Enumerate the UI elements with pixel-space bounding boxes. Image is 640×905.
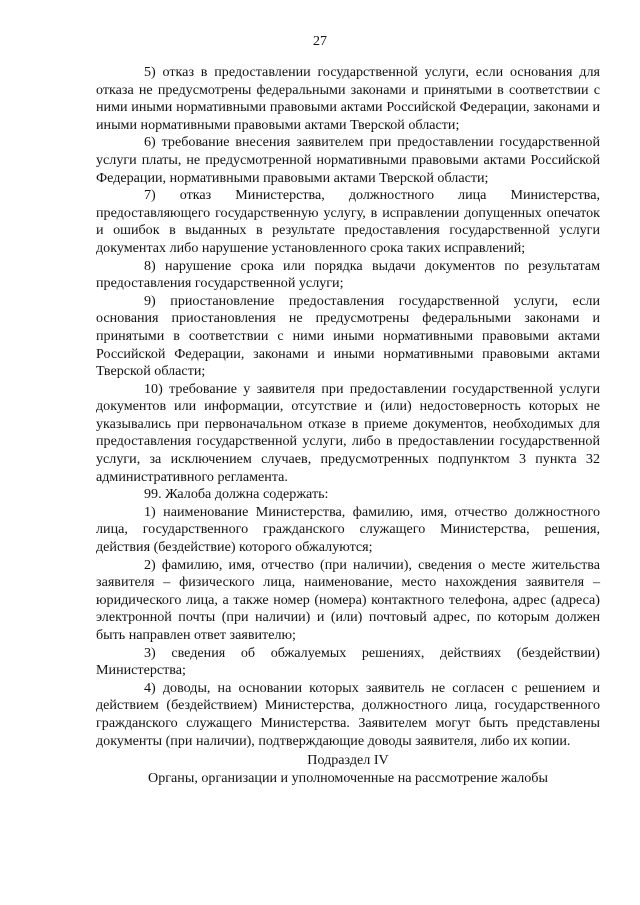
paragraph-complaint-item-2: 2) фамилию, имя, отчество (при наличии), сведения о месте жительства заявителя – физического лица, наименование, место нахождения заявителя – юридического лица, а также номер (номера) контактного телефона, адрес (адреса) электронной почты (при наличии) и (или) почтовый адрес, по которым должен быть направлен ответ заявителю; <box>96 556 600 643</box>
subsection-label: Подраздел IV <box>307 752 389 769</box>
paragraph-item-6: 6) требование внесения заявителем при предоставлении государственной услуги платы, не предусмотренной нормативными правовыми актами Российской Федерации, нормативными правовыми актами Тверской области; <box>96 134 600 186</box>
paragraph-item-7: 7) отказ Министерства, должностного лица Министерства, предоставляющего государственную услугу, в исправлении допущенных опечаток и ошибок в выданных в результате предоставления государственной услуги документах либо нарушение установленного срока таких исправлений; <box>96 187 600 256</box>
paragraph-clause-99: 99. Жалоба должна содержать: <box>144 486 329 503</box>
paragraph-complaint-item-1: 1) наименование Министерства, фамилию, имя, отчество должностного лица, государственного гражданского служащего Министерства, решения, действия (бездействие) которого обжалуются; <box>96 503 600 556</box>
page-number: 27 <box>313 34 327 49</box>
paragraph-item-5: 5) отказ в предоставлении государственной услуги, если основания для отказа не предусмотрены федеральными законами и принятыми в соответствии с ними иными нормативными правовыми актами Российской Федерации, законами и иными нормативными правовыми актами Тверской области; <box>96 64 600 133</box>
paragraph-item-9: 9) приостановление предоставления государственной услуги, если основания приостановления не предусмотрены федеральными законами и принятыми в соответствии с ними иными нормативными правовыми актами Российской Федерации, законами и иными нормативными правовыми актами Тверской области; <box>96 292 600 380</box>
paragraph-item-10: 10) требование у заявителя при предоставлении государственной услуги документов или информации, отсутствие и (или) недостоверность которых не указывались при первоначальном отказе в приеме документов, необходимых для предоставления государственной услуги, либо в предоставлении государственной услуги, за исключением случаев, предусмотренных подпунктом 3 пункта 32 административного регламента. <box>96 380 600 485</box>
page-content <box>96 64 600 787</box>
subsection-title: Органы, организации и уполномоченные на рассмотрение жалобы <box>148 769 548 786</box>
paragraph-item-8: 8) нарушение срока или порядка выдачи документов по результатам предоставления государственной услуги; <box>96 257 600 292</box>
paragraph-complaint-item-3: 3) сведения об обжалуемых решениях, действиях (бездействии) Министерства; <box>96 644 600 679</box>
paragraph-complaint-item-4: 4) доводы, на основании которых заявитель не согласен с решением и действием (бездействием) Министерства, должностного лица, государственного гражданского служащего Министерства. Заявителем могут быть представлены документы (при наличии), подтверждающие доводы заявителя, либо их копии. <box>96 679 600 749</box>
